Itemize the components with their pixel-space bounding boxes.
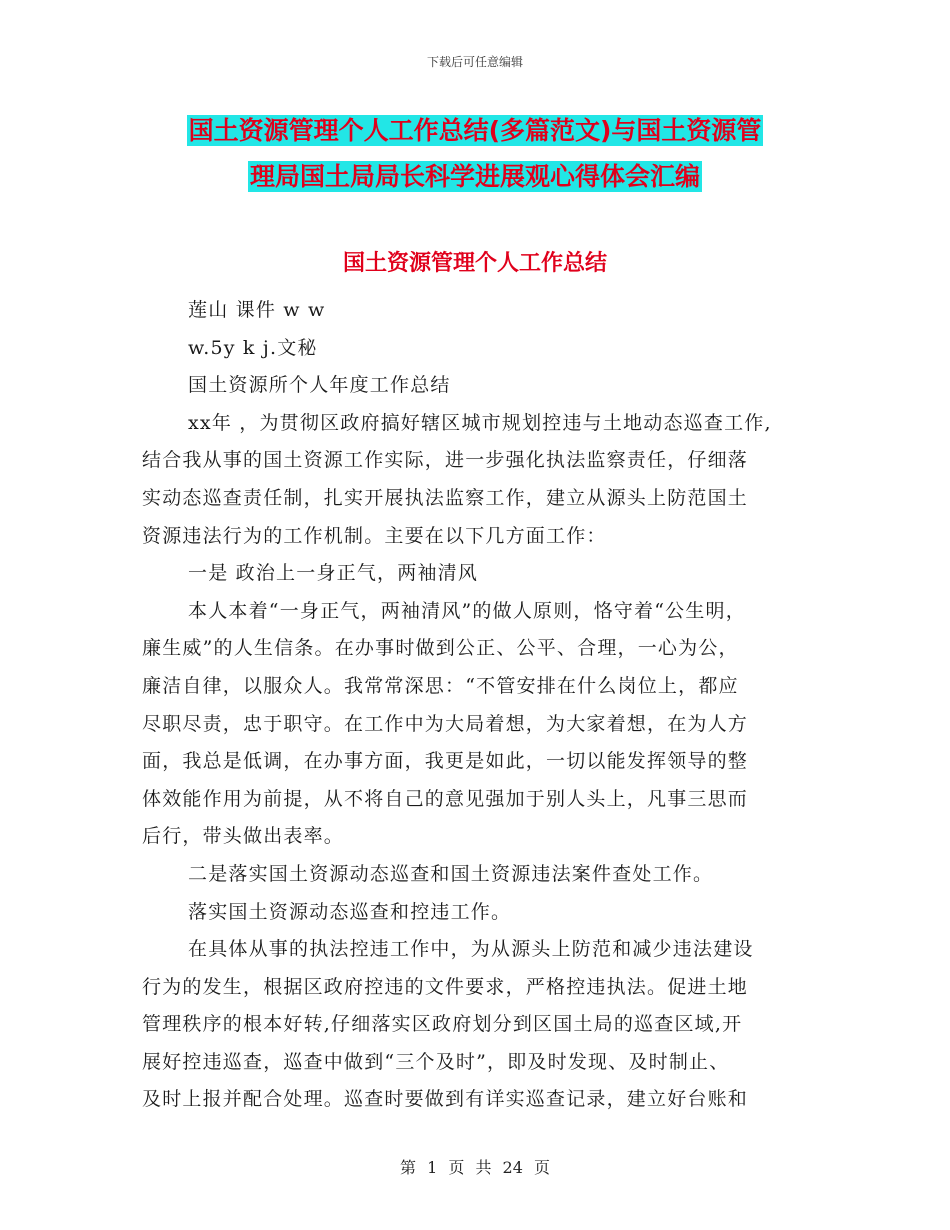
- body-line: 行为的发生，根据区政府控违的文件要求，严格控违执法。促进土地: [142, 975, 749, 998]
- body-line: 资源违法行为的工作机制。主要在以下几方面工作：: [142, 524, 607, 547]
- body-line: xx年 ，为贯彻区政府搞好辖区城市规划控违与土地动态巡查工作,: [188, 411, 772, 434]
- body-line: 实动态巡查责任制，扎实开展执法监察工作，建立从源头上防范国土: [142, 486, 749, 509]
- body-line: 二是落实国土资源动态巡查和国土资源违法案件查处工作。: [188, 862, 714, 885]
- body-line: w.5y k j.文秘: [188, 336, 318, 359]
- header-note: 下载后可任意编辑: [426, 55, 523, 69]
- body-line: 国土资源所个人年度工作总结: [188, 374, 451, 397]
- body-line: 廉生威”的人生信条。在办事时做到公正、公平、合理，一心为公，: [142, 637, 739, 660]
- body-line: 面，我总是低调，在办事方面，我更是如此，一切以能发挥领导的整: [142, 750, 749, 773]
- body-line: 管理秩序的根本好转,仔细落实区政府划分到区国土局的巡查区域,开: [142, 1013, 743, 1036]
- body-line: 结合我从事的国土资源工作实际，进一步强化执法监察责任，仔细落: [142, 449, 749, 472]
- body-line: 廉洁自律，以服众人。我常常深思：“不管安排在什么岗位上，都应: [142, 674, 739, 697]
- body-line: 展好控违巡查，巡查中做到“三个及时”，即及时发现、及时制止、: [142, 1050, 730, 1073]
- body-line: 及时上报并配合处理。巡查时要做到有详实巡查记录，建立好台账和: [142, 1088, 749, 1111]
- body-line: 一是 政治上一身正气，两袖清风: [188, 562, 479, 585]
- body-line: 体效能作用为前提，从不将自己的意见强加于别人头上，凡事三思而: [142, 787, 749, 810]
- body-line: 本人本着“一身正气，两袖清风”的做人原则，恪守着“公生明，: [188, 599, 746, 622]
- page-footer: 第 1 页 共 24 页: [400, 1158, 550, 1177]
- body-line: 尽职尽责，忠于职守。在工作中为大局着想，为大家着想，在为人方: [142, 712, 749, 735]
- section-title: 国土资源管理个人工作总结: [342, 251, 607, 276]
- document-title: [0, 108, 950, 200]
- body-line: 后行，带头做出表率。: [142, 825, 345, 848]
- title-line-2: 理局国土局局长科学进展观心得体会汇编: [249, 162, 700, 191]
- body-line: 在具体从事的执法控违工作中，为从源头上防范和减少违法建设: [188, 938, 754, 961]
- body-line: 莲山 课件 w w: [188, 299, 326, 321]
- title-line-1: 国土资源管理个人工作总结(多篇范文)与国土资源管: [188, 116, 762, 145]
- body-line: 落实国土资源动态巡查和控违工作。: [188, 900, 512, 923]
- document-body: [142, 292, 832, 1119]
